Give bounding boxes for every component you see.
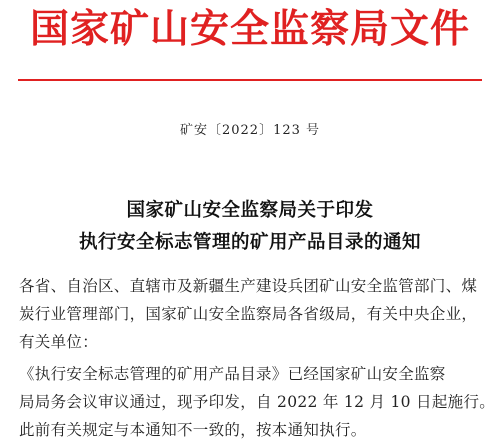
document-number: 矿安〔2022〕123 号 xyxy=(179,123,321,138)
body-line-1: 各省、自治区、直辖市及新疆生产建设兵团矿山安全监管部门、煤 xyxy=(19,277,478,295)
body-line-4: 《执行安全标志管理的矿用产品目录》已经国家矿山安全监察 xyxy=(19,365,446,383)
body-line-2: 炭行业管理部门，国家矿山安全监察局各省级局，有关中央企业， xyxy=(19,305,478,323)
document-title-line-1: 国家矿山安全监察局关于印发 xyxy=(126,200,374,221)
body-line-6: 此前有关规定与本通知不一致的，按本通知执行。 xyxy=(19,421,367,439)
document-title-line-2: 执行安全标志管理的矿用产品目录的通知 xyxy=(78,232,421,253)
body-line-5: 局局务会议审议通过，现予印发，自 2022 年 12 月 10 日起施行。 xyxy=(19,393,496,411)
header-divider-line xyxy=(18,79,482,81)
body-line-3: 有关单位： xyxy=(19,333,99,351)
document-header-title: 国家矿山安全监察局文件 xyxy=(29,6,470,52)
